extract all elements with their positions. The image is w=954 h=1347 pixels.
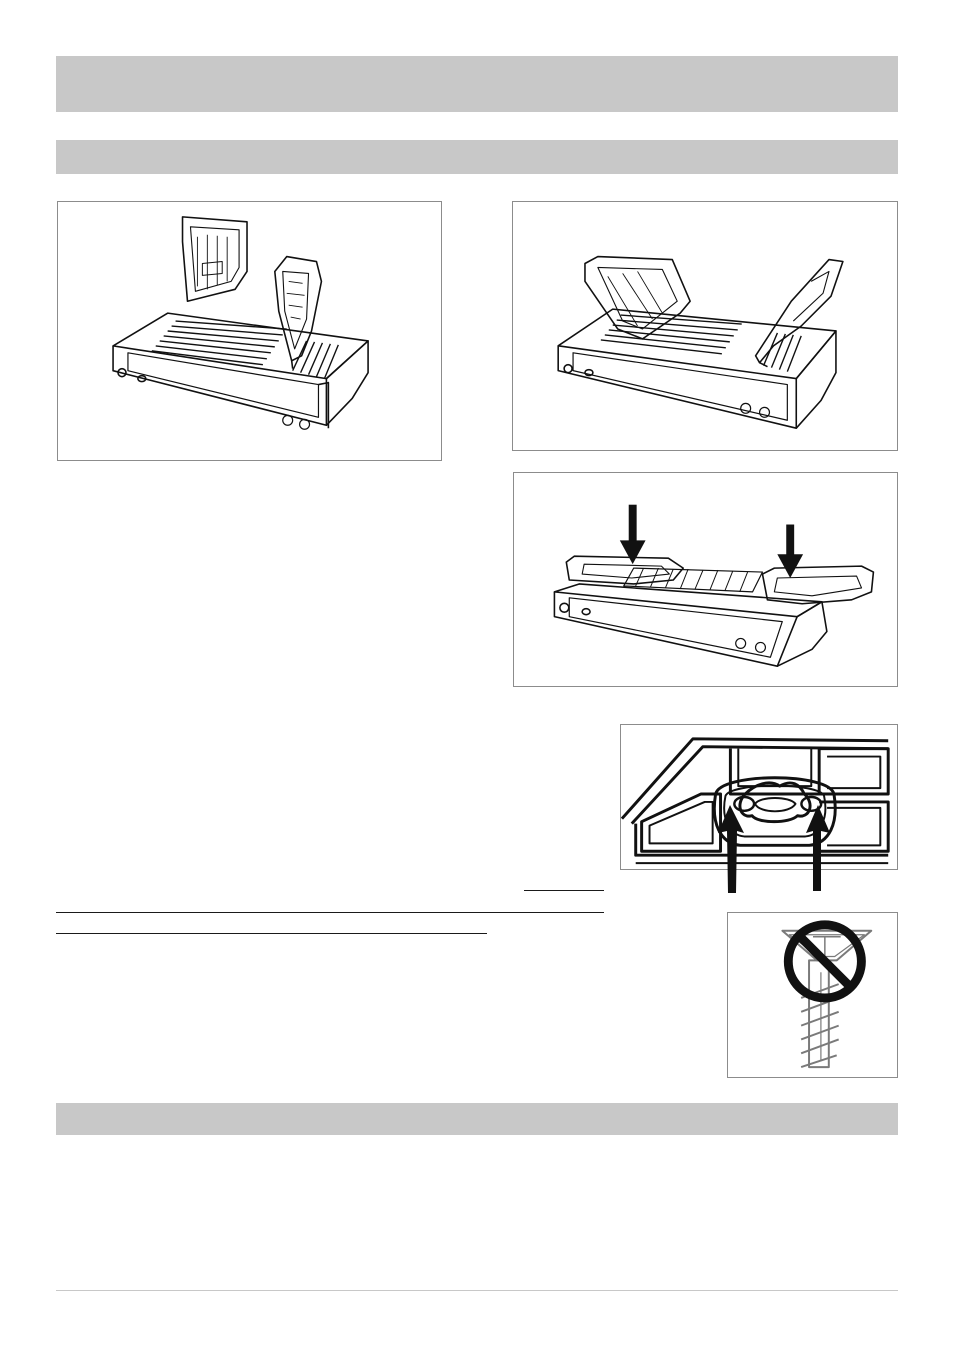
- receiver-feet-pressed-illustration: [514, 473, 897, 686]
- figure-receiver-feet-inserting: [512, 201, 898, 451]
- footer-rule: [56, 1290, 898, 1291]
- underline-rule-2: [56, 912, 604, 913]
- section-title-band-bottom: [56, 1103, 898, 1135]
- underline-rule-1: [524, 890, 604, 891]
- figure-receiver-feet-pressed: [513, 472, 898, 687]
- figure-no-screw: [727, 912, 898, 1078]
- chapter-title-band: [56, 56, 898, 112]
- keyhole-arrows: [700, 795, 850, 895]
- section-title-band: [56, 140, 898, 174]
- receiver-feet-inserting-illustration: [513, 202, 897, 450]
- underline-rule-3: [56, 933, 487, 934]
- no-screw-prohibition-icon: [728, 913, 897, 1077]
- receiver-feet-detached-illustration: [58, 202, 441, 460]
- figure-receiver-feet-detached: [57, 201, 442, 461]
